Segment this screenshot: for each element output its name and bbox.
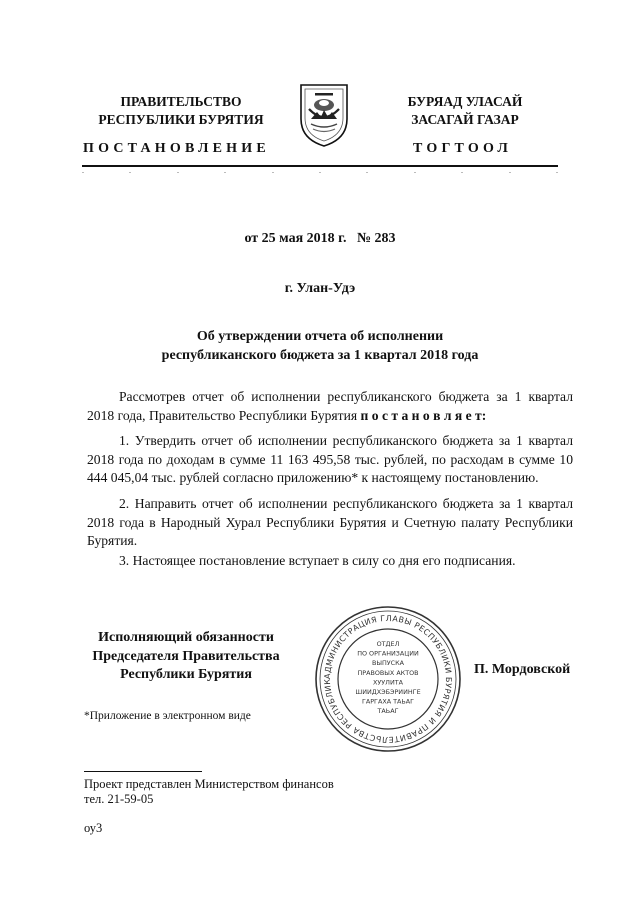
header-dotted-line [82,172,558,178]
footer-rule [84,771,202,772]
stamp-center-line: ГАРГАХА ТАЬАГ [361,697,415,706]
intro-decree: п о с т а н о в л я е т: [360,407,487,423]
city: г. Улан-Удэ [284,281,356,296]
header-left-line1: ПРАВИТЕЛЬСТВО [120,94,242,109]
coat-of-arms [297,79,351,149]
intro-text: Рассмотрев отчет об исполнении республиканского бюджета за 1 квартал 2018 года, Правительство Республики Бурятия [87,389,573,423]
header-left-line2: РЕСПУБЛИКИ БУРЯТИЯ [98,112,264,127]
item-2-paragraph: 2. Направить отчет об исполнении республиканского бюджета за 1 квартал 2018 года в Народный Хурал Республики Бурятия и Счетную палату Республики Бурятия. [87,496,573,548]
doc-type-left: ПОСТАНОВЛЕНИЕ [83,141,270,156]
date-number: от 25 мая 2018 г. № 283 [244,231,396,246]
intro-paragraph [87,388,573,425]
stamp-center-line: ШИИДХЭБЭРИИНГЕ [355,688,421,696]
stamp-center-line: ПО ОРГАНИЗАЦИИ [357,649,419,658]
footer-prepared-by: Проект представлен Министерством финансов [84,777,334,791]
stamp-ring-text: АДМИНИСТРАЦИЯ ГЛАВЫ РЕСПУБЛИКИ БУРЯТИЯ И ПРАВИТЕЛЬСТВА РЕСПУБЛИК [322,613,454,745]
signatory-line3: Республики Бурятия [120,667,252,682]
title-line1: Об утверждении отчета об исполнении [196,329,444,344]
stamp-center-line: ПРАВОВЫХ АКТОВ [357,668,419,677]
emblem-icon [297,79,351,149]
footer [84,777,334,836]
signatory-name: П. Мордовской [474,662,571,677]
stamp-seal-icon [313,604,463,754]
header-right [360,93,570,129]
document-title [0,328,640,365]
signatory-line1: Исполняющий обязанности [98,630,274,645]
stamp-center-line: ХУУЛИТА [372,678,404,687]
item-3-paragraph: 3. Настоящее постановление вступает в силу со дня его подписания. [119,553,516,568]
stamp-center-line: ТАЬАГ [377,707,399,716]
header-left [76,93,286,129]
signatory-line2: Председателя Правительства [92,648,280,664]
stamp-center-line: ВЫПУСКА [371,659,405,668]
header-rule [82,165,558,167]
signatory-title [86,629,286,685]
official-stamp [313,604,463,754]
title-line2: республиканского бюджета за 1 квартал 2018 года [161,347,479,363]
appendix-footnote: *Приложение в электронном виде [84,710,251,722]
item-1-paragraph: 1. Утвердить отчет об исполнении республиканского бюджета за 1 квартал 2018 года по доходам в сумме 11 163 495,58 тыс. рублей, по расходам в сумме 10 444 045,04 тыс. рублей согласно приложению* к настоящему постановлению. [87,433,573,485]
header-right-line1: БУРЯАД УЛАСАЙ [407,94,523,109]
stamp-center-line: ОТДЕЛ [376,640,400,648]
header-right-line2: ЗАСАГАЙ ГАЗАР [411,112,519,127]
doc-type-right: ТОГТООЛ [413,141,513,156]
footer-code: оу3 [84,821,103,835]
footer-phone: тел. 21-59-05 [84,792,154,806]
